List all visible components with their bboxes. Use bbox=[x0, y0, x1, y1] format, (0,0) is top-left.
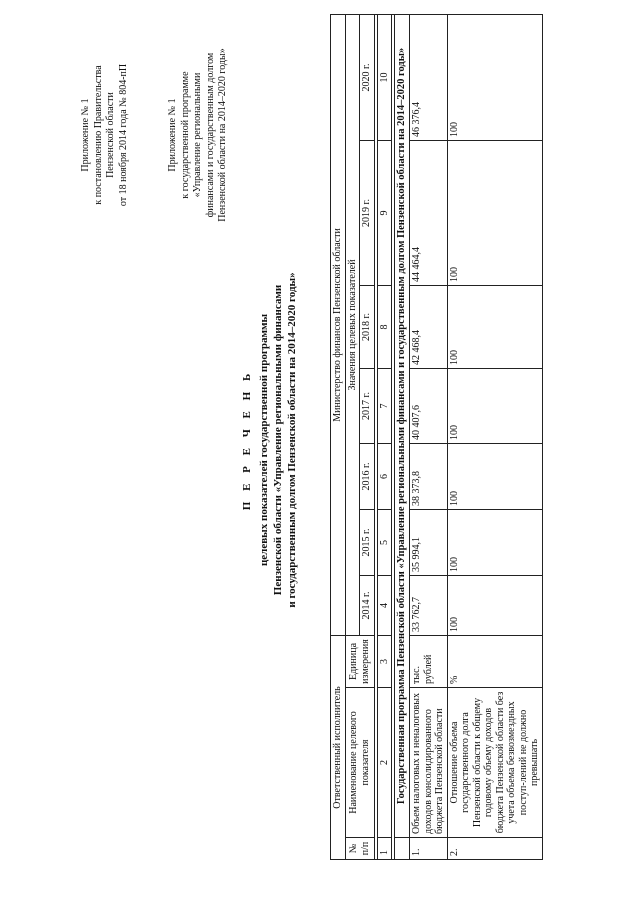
program-row bbox=[395, 14, 410, 859]
column-number: 9 bbox=[377, 140, 392, 285]
row-unit: % bbox=[447, 635, 542, 687]
col-header-values: Значения целевых показателей bbox=[345, 14, 360, 635]
row-value: 38 373,8 bbox=[410, 443, 448, 509]
column-number: 4 bbox=[377, 575, 392, 635]
title-heading: П Е Р Е Ч Е Н Ь bbox=[241, 369, 253, 511]
row-value: 100 bbox=[447, 575, 542, 635]
column-number: 3 bbox=[377, 635, 392, 687]
year-header: 2015 г. bbox=[360, 509, 375, 575]
col-header-num: № п/п bbox=[345, 838, 374, 860]
row-num: 1. bbox=[410, 838, 448, 860]
row-value: 100 bbox=[447, 509, 542, 575]
title-line-3: и государственным долгом Пензенской области на 2014–2020 годы» bbox=[286, 272, 298, 608]
year-header: 2017 г. bbox=[360, 368, 375, 443]
row-value: 40 407,6 bbox=[410, 368, 448, 443]
year-header: 2018 г. bbox=[360, 285, 375, 368]
row-value: 42 468,4 bbox=[410, 285, 448, 368]
appendix-outer-line: от 18 ноября 2014 года № 804-пП bbox=[117, 63, 129, 207]
appendix-inner-line: к государственной программе bbox=[179, 71, 191, 199]
responsible-row bbox=[331, 14, 346, 859]
responsible-value: Министерство финансов Пензенской области bbox=[331, 14, 346, 635]
title-line-2: Пензенской области «Управление региональными финансами bbox=[272, 284, 284, 596]
column-number: 5 bbox=[377, 509, 392, 575]
row-value: 100 bbox=[447, 140, 542, 285]
appendix-inner-block bbox=[167, 20, 230, 250]
program-row-spacer bbox=[395, 838, 410, 860]
row-value: 100 bbox=[447, 14, 542, 140]
table-row bbox=[410, 14, 448, 859]
appendix-outer-line: Пензенской области bbox=[105, 92, 116, 178]
row-value: 44 464,4 bbox=[410, 140, 448, 285]
year-header: 2020 г. bbox=[360, 14, 375, 140]
appendix-outer-line: к постановлению Правительства bbox=[92, 65, 104, 205]
year-header: 2016 г. bbox=[360, 443, 375, 509]
appendix-outer-line: Приложение № 1 bbox=[80, 98, 91, 172]
responsible-header: Ответственный исполнитель bbox=[331, 635, 346, 859]
row-unit: тыс. рублей bbox=[410, 635, 448, 687]
row-name: Отношение объема государственного долга Пензенской области к общему годовому объему доходов бюджета Пензенской области без учета объема безвозмездных поступ-лений не должно превышать bbox=[447, 688, 542, 838]
row-value: 100 bbox=[447, 285, 542, 368]
program-title: Государственная программа Пензенской области «Управление региональными финансами и государственным долгом Пензенской области на 2014–2020 годы» bbox=[395, 14, 410, 837]
column-number: 1 bbox=[377, 838, 392, 860]
col-header-unit: Единица измерения bbox=[345, 635, 374, 687]
table-row bbox=[447, 14, 542, 859]
indicators-table bbox=[330, 14, 543, 860]
column-number: 10 bbox=[377, 14, 392, 140]
appendix-outer-block bbox=[80, 20, 130, 250]
title-line-1: целевых показателей государственной программы bbox=[258, 313, 270, 567]
row-value: 100 bbox=[447, 443, 542, 509]
row-name: Объем налоговых и неналоговых доходов консолидированного бюджета Пензенской области bbox=[410, 688, 448, 838]
column-number: 7 bbox=[377, 368, 392, 443]
column-numbers-row bbox=[377, 14, 392, 859]
year-header: 2019 г. bbox=[360, 140, 375, 285]
row-value: 35 994,1 bbox=[410, 509, 448, 575]
column-number: 2 bbox=[377, 688, 392, 838]
row-value: 46 376,4 bbox=[410, 14, 448, 140]
column-number: 6 bbox=[377, 443, 392, 509]
year-header: 2014 г. bbox=[360, 575, 375, 635]
appendix-inner-line: «Управление региональными bbox=[192, 72, 203, 198]
appendix-inner-line: Приложение № 1 bbox=[167, 98, 178, 172]
appendix-inner-line: финансами и государственным долгом bbox=[204, 52, 216, 218]
col-header-name: Наименование целевого показателя bbox=[345, 688, 374, 838]
row-value: 100 bbox=[447, 368, 542, 443]
document-page bbox=[10, 15, 640, 860]
row-value: 33 762,7 bbox=[410, 575, 448, 635]
header-row bbox=[345, 14, 360, 859]
column-number: 8 bbox=[377, 285, 392, 368]
row-num: 2. bbox=[447, 838, 542, 860]
appendix-inner-line: Пензенской области на 2014–2020 годы» bbox=[217, 48, 228, 222]
document-title bbox=[240, 180, 299, 700]
